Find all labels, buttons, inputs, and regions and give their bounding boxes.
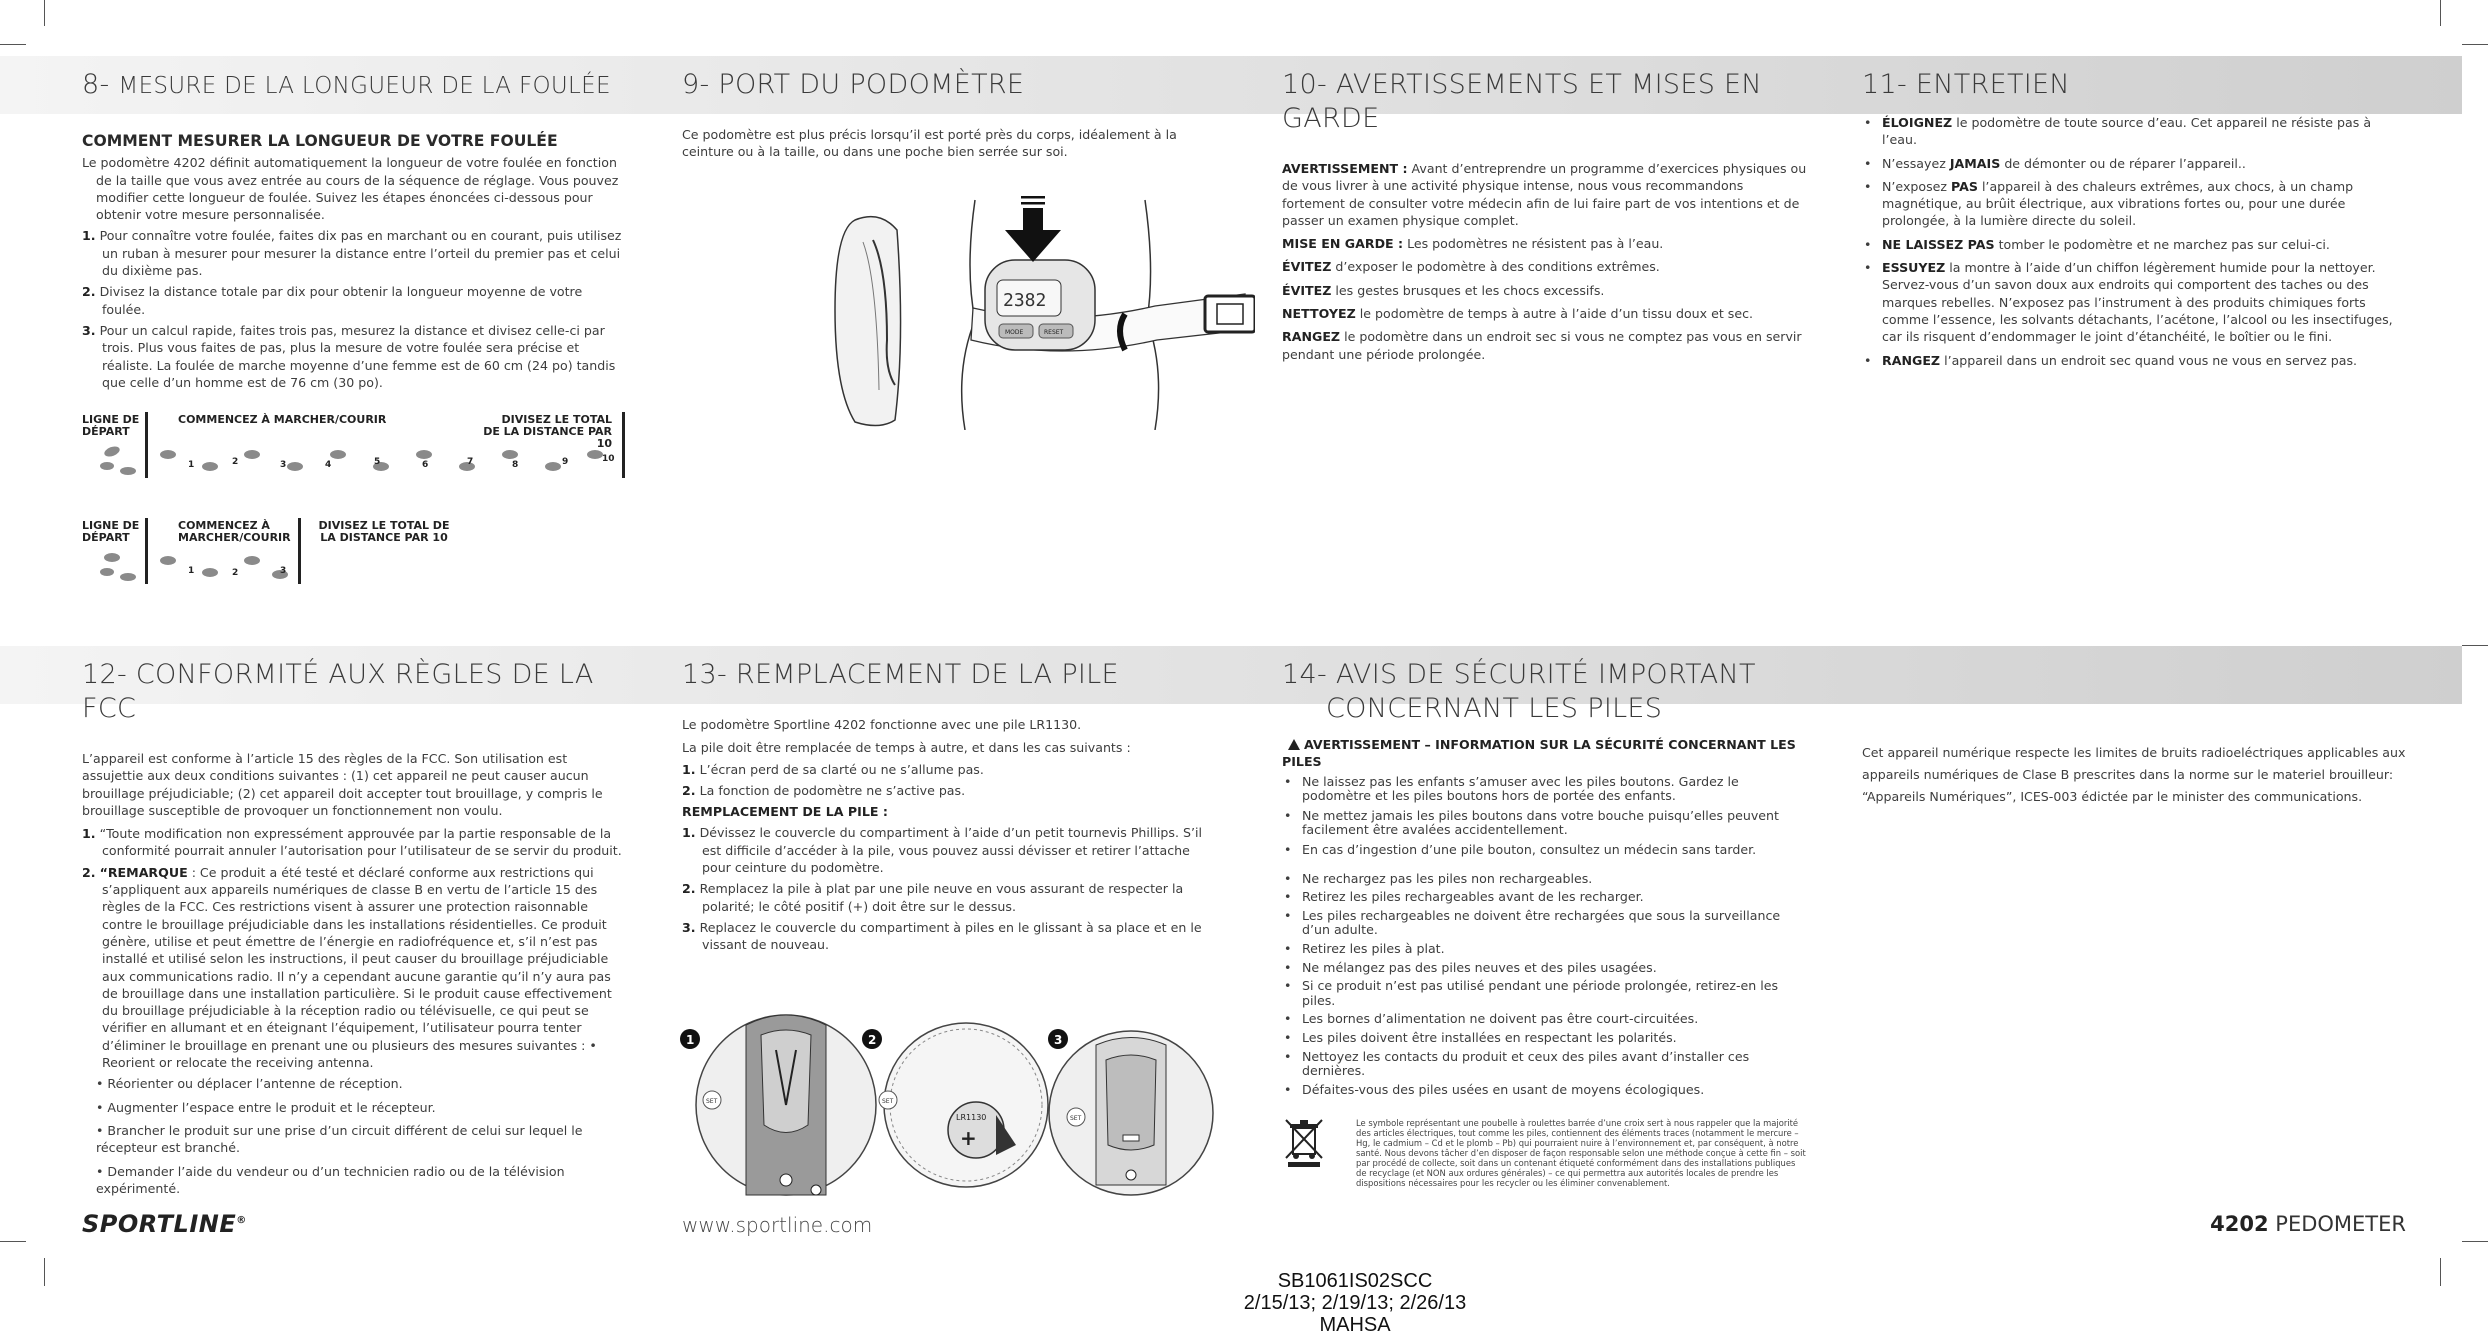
footprint — [202, 462, 218, 471]
footprint — [100, 462, 114, 470]
model-title — [2210, 1212, 2406, 1236]
step-count: 7 — [467, 457, 474, 467]
step-count: 5 — [374, 457, 381, 467]
care-key: JAMAIS — [1949, 155, 2001, 171]
section-9-title: 9- PORT DU PODOMÈTRE — [682, 69, 1025, 100]
step-count: 3 — [280, 566, 287, 576]
battery-type: Le podomètre Sportline 4202 fonctionne avec une pile LR1130. — [682, 717, 1082, 732]
fcc-measure: • Demander l’aide du vendeur ou d’un technicien radio ou de la télévision expérimenté. — [96, 1163, 565, 1196]
safety-item: • Retirez les piles rechargeables avant de les recharger. — [1282, 890, 1807, 905]
plus-sign: + — [960, 1126, 977, 1150]
warning-key: AVERTISSEMENT : — [1282, 161, 1408, 176]
care-key: PAS — [1951, 178, 1978, 194]
warning-key: MISE EN GARDE : — [1282, 236, 1404, 252]
figure-number: 3 — [1054, 1033, 1063, 1047]
model-number: 4202 — [2210, 1212, 2269, 1236]
begin-walk-label: COMMENCEZ À MARCHER/COURIR — [178, 413, 387, 426]
fcc-point-number: 1. — [82, 826, 96, 842]
warning-key: ÉVITEZ — [1282, 259, 1332, 275]
crop-mark — [2462, 645, 2488, 646]
section-8-subheading: COMMENT MESURER LA LONGUEUR DE VOTRE FOULÉE — [82, 132, 558, 150]
figure-number: 1 — [686, 1033, 695, 1047]
begin-walk-label: COMMENCEZ À MARCHER/COURIR — [178, 519, 291, 544]
start-line — [145, 412, 148, 478]
step-number: 3. — [82, 322, 96, 338]
battery-replace-subheading — [682, 803, 1222, 820]
safety-item: • Les bornes d’alimentation ne doivent pas être court-circuitées. — [1282, 1012, 1807, 1027]
section-8-title-num: 8- — [82, 69, 110, 100]
footprint — [587, 450, 603, 459]
safety-item: • Ne mélangez pas des piles neuves et des piles usagées. — [1282, 961, 1807, 976]
print-code-line3: MAHSA — [1319, 1314, 1391, 1336]
warning-key: RANGEZ — [1282, 329, 1341, 345]
set-button-label: SET — [706, 1098, 718, 1105]
step-count: 1 — [188, 566, 195, 576]
set-button-label: SET — [882, 1098, 894, 1105]
stride-diagram-3 — [82, 518, 627, 590]
crop-mark — [0, 1241, 26, 1242]
mode-button-label: MODE — [1005, 329, 1024, 336]
stride-diagram-10 — [82, 412, 627, 484]
step-number: 1. — [82, 228, 96, 244]
footprint — [104, 553, 120, 562]
crop-mark — [2440, 0, 2441, 26]
section-13 — [682, 658, 1222, 958]
print-code — [1105, 1270, 1605, 1336]
step-count: 2 — [232, 568, 239, 578]
print-code-line1: SB1061IS02SCC — [1277, 1270, 1433, 1292]
subheading-text: REMPLACEMENT DE LA PILE : — [682, 804, 888, 820]
warning-text: le podomètre de temps à autre à l’aide d’un tissu doux et sec. — [1359, 306, 1754, 322]
battery-case — [682, 761, 1222, 778]
warning-triangle-icon — [1288, 739, 1300, 750]
end-line — [622, 412, 625, 478]
warning-item — [1282, 328, 1807, 363]
step-count: 3 — [280, 460, 287, 470]
warning-item — [1282, 305, 1807, 322]
crop-mark — [2440, 1258, 2441, 1286]
safety-item: • Nettoyez les contacts du produit et ceux des piles avant d’installer ces dernières. — [1282, 1050, 1807, 1079]
footprint — [244, 556, 260, 565]
safety-item: • Les piles rechargeables ne doivent être rechargées que sous la surveillance d’un adulte. — [1282, 909, 1807, 938]
care-text: tomber le podomètre et ne marchez pas sur celui-ci. — [1998, 236, 2330, 252]
battery-step — [682, 919, 1222, 954]
section-14 — [1282, 658, 1807, 1101]
footprint — [103, 445, 121, 459]
crop-mark — [0, 44, 26, 45]
model-text: PEDOMETER — [2275, 1212, 2406, 1236]
section-14-title — [1282, 658, 1807, 726]
step-count: 1 — [188, 460, 195, 470]
section-8 — [82, 68, 627, 395]
crop-mark — [2462, 44, 2488, 45]
safety-item: • Ne rechargez pas les piles non rechargeables. — [1282, 872, 1807, 887]
step-number: 2. — [682, 881, 696, 897]
fcc-measure: • Brancher le produit sur une prise d’un circuit différent de celui sur lequel le récepteur est branché. — [96, 1122, 583, 1156]
section-8-step — [82, 322, 627, 391]
footprint — [120, 573, 136, 581]
warning-key: ÉVITEZ — [1282, 282, 1332, 298]
battery-replace-when: La pile doit être remplacée de temps à autre, et dans les cas suivants : — [682, 740, 1131, 756]
website-url: www.sportline.com — [682, 1213, 873, 1237]
battery-warning-heading — [1282, 736, 1807, 771]
registered-mark: ® — [236, 1215, 247, 1226]
safety-item: • Les piles doivent être installées en respectant les polarités. — [1282, 1031, 1807, 1046]
section-8-step — [82, 283, 627, 318]
fcc-measure: • Augmenter l’espace entre le produit et le récepteur. — [96, 1099, 436, 1115]
start-line-label: LIGNE DE DÉPART — [82, 519, 140, 544]
pedometer-wearing-illustration — [825, 190, 1255, 430]
section-12 — [82, 658, 627, 1203]
step-text: Replacez le couvercle du compartiment à piles en le glissant à sa place et en le vissant de nouveau. — [699, 919, 1202, 953]
footprint — [244, 450, 260, 459]
footprint — [100, 568, 114, 576]
figure-number: 2 — [868, 1033, 877, 1047]
crop-mark — [44, 0, 45, 26]
divide-label: DIVISEZ LE TOTAL DE LA DISTANCE PAR 10 — [318, 519, 450, 544]
footprint — [160, 450, 176, 459]
case-text: L’écran perd de sa clarté ou ne s’allume pas. — [699, 761, 984, 777]
safety-item: • Retirez les piles à plat. — [1282, 942, 1807, 957]
step-count: 10 — [602, 454, 615, 464]
warning-item — [1282, 160, 1807, 229]
section-13-title: 13- REMPLACEMENT DE LA PILE — [682, 659, 1119, 690]
care-key: ÉLOIGNEZ — [1882, 115, 1953, 130]
care-text: l’appareil à des chaleurs extrêmes, aux chocs, à un champ magnétique, au brûit électrique, aux vibrations fortes ou, pour une durée prolongée, à la lumière directe du soleil. — [1882, 178, 2354, 229]
footprint — [416, 450, 432, 459]
care-text: l’appareil dans un endroit sec quand vous ne vous en servez pas. — [1944, 352, 2358, 368]
step-text: Pour connaître votre foulée, faites dix pas en marchant ou en courant, puis utilisez un ruban à mesurer pour mesurer la distance entre l’orteil du premier pas et celui du dixième pas. — [99, 228, 622, 279]
safety-item: • Ne mettez jamais les piles boutons dans votre bouche puisqu’elles peuvent facilement être avalées accidentellement. — [1282, 809, 1807, 838]
care-item — [1862, 155, 2407, 172]
crop-mark — [2462, 1241, 2488, 1242]
care-item — [1862, 259, 2407, 345]
step-count: 2 — [232, 457, 239, 467]
case-number: 1. — [682, 761, 696, 777]
fcc-measure: • Réorienter ou déplacer l’antenne de réception. — [96, 1076, 403, 1092]
fcc-point — [82, 825, 627, 860]
case-number: 2. — [682, 782, 696, 798]
reset-button-label: RESET — [1044, 329, 1064, 336]
section-12-title: 12- CONFORMITÉ AUX RÈGLES DE LA FCC — [82, 659, 594, 724]
section-10 — [1282, 68, 1807, 369]
fcc-point-text: “Toute modification non expressément approuvée par la partie responsable de la conformité pourrait annuler l’autorisation pour l’utilisateur de se servir du produit. — [99, 826, 622, 859]
warning-text: d’exposer le podomètre à des conditions extrêmes. — [1335, 259, 1660, 275]
care-text: le podomètre de toute source d’eau. Cet appareil ne résiste pas à l’eau. — [1882, 115, 2372, 148]
footprint — [160, 556, 176, 565]
section-9 — [682, 68, 1222, 165]
section-8-title-text: MESURE DE LA LONGUEUR DE LA FOULÉE — [118, 73, 611, 99]
care-item — [1862, 178, 2407, 230]
battery-replacement-figures — [676, 1005, 1221, 1210]
step-text: Dévissez le couvercle du compartiment à l’aide d’un petit tournevis Phillips. S’il est difficile d’accéder à la pile, vous pouvez aussi dévisser et retirer l’attache pour ceinture du podomètre. — [699, 825, 1202, 876]
warning-item — [1282, 258, 1807, 275]
step-text: Divisez la distance totale par dix pour obtenir la longueur moyenne de votre foulée. — [99, 284, 583, 317]
crop-mark — [44, 1258, 45, 1286]
fcc-point — [82, 864, 627, 1072]
crossed-bin-icon — [1284, 1118, 1324, 1168]
set-button-label: SET — [1070, 1115, 1082, 1122]
case-text: La fonction de podomètre ne s’active pas. — [699, 782, 966, 798]
warning-text: les gestes brusques et les chocs excessifs. — [1335, 282, 1605, 298]
warning-text: le podomètre dans un endroit sec si vous ne comptez pas vous en servir pendant une période prolongée. — [1282, 329, 1802, 362]
step-number: 1. — [682, 825, 696, 841]
footprint — [287, 462, 303, 471]
fcc-intro: L’appareil est conforme à l’article 15 des règles de la FCC. Son utilisation est assujettie aux deux conditions suivantes : (1) cet appareil ne peut causer aucun brouillage préjudiciable; (2) cet appareil doit accepter tout brouillage, y compris le brouillage susceptible de provoquer un fonctionnement non voulu. — [82, 751, 603, 818]
section-14-title-line2: CONCERNANT LES PILES — [1326, 693, 1663, 724]
section-8-intro: Le podomètre 4202 définit automatiquement la longueur de votre foulée en fonction de la taille que vous avez entrée au cours de la séquence de réglage. Vous pouvez modifier cette longueur de foulée. Suivez les étapes énoncées ci-dessous pour obtenir votre mesure personnalisée. — [82, 155, 619, 223]
section-14-title-line1: 14- AVIS DE SÉCURITÉ IMPORTANT — [1282, 659, 1756, 690]
footprint — [120, 467, 136, 475]
logo-text: SPORTLINE — [82, 1210, 237, 1238]
care-text: de démonter ou de réparer l’appareil.. — [2004, 155, 2246, 171]
pedometer-display: 2382 — [1003, 290, 1047, 311]
fcc-point-number: 2. — [82, 864, 96, 880]
safety-item: • En cas d’ingestion d’une pile bouton, consultez un médecin sans tarder. — [1282, 843, 1807, 858]
care-item — [1862, 236, 2407, 253]
warning-text: AVERTISSEMENT – INFORMATION SUR LA SÉCURITÉ CONCERNANT LES PILES — [1282, 737, 1796, 770]
sportline-logo — [82, 1210, 247, 1238]
warning-text: Avant d’entreprendre un programme d’exercices physiques ou de vous livrer à une activité physique intense, nous vous recommandons fortement de consulter votre médecin afin de lui faire part de vos intentions et de passer un examen physique complet. — [1282, 161, 1807, 228]
footprint — [545, 462, 561, 471]
step-count: 4 — [325, 460, 332, 470]
step-count: 9 — [562, 457, 569, 467]
care-text: la montre à l’aide d’un chiffon légèrement humide pour la nettoyer. Servez-vous d’un savon doux aux endroits qui comportent des taches ou des marques rebelles. N’exposez pas l’instrument à des produits chimiques forts comme l’essence, les solvants détachants, l’acétone, l’alcool ou les insectifuges, car ils risquent d’endommager le joint d’étanchéité, le boîtier ou le fini. — [1882, 260, 2393, 345]
print-code-line2: 2/15/13; 2/19/13; 2/26/13 — [1243, 1292, 1467, 1314]
warning-item — [1282, 235, 1807, 252]
section-8-title — [82, 68, 627, 103]
warning-key: NETTOYEZ — [1282, 306, 1356, 322]
care-item — [1862, 114, 2407, 149]
care-item — [1862, 352, 2407, 369]
battery-label: LR1130 — [956, 1113, 987, 1122]
step-count: 6 — [422, 460, 429, 470]
care-prefix: N’essayez — [1882, 155, 1950, 171]
start-line — [145, 518, 148, 584]
care-key: NE LAISSEZ PAS — [1882, 236, 1995, 252]
care-prefix: N’exposez — [1882, 178, 1952, 194]
fcc-point-text: : Ce produit a été testé et déclaré conforme aux restrictions qui s’appliquent aux appareils numériques de classe B en vertu de l’article 15 des règles de la FCC. Ces restrictions visent à assurer une protection raisonnable contre le brouillage préjudiciable dans les installations résidentielles. Ce produit génère, utilise et peut émettre de l’énergie en radiofréquence et, s’il n’est pas installé et utilisé selon les instructions, il peut causer du brouillage préjudiciable aux communications radio. Il n’y a cependant aucune garantie qu’il n’y aura pas de brouillage dans une installation particulière. Si le produit cause effectivement du brouillage préjudiciable à la réception radio ou télévisuelle, ce qui peut se vérifier en allumant et en éteignant l’équipement, l’utilisateur pourra tenter d’éliminer le brouillage en prenant une ou plusieurs des mesures suivantes : • Reorient or relocate the receiving antenna. — [102, 864, 612, 1071]
care-key: RANGEZ — [1882, 352, 1941, 368]
safety-item: • Ne laissez pas les enfants s’amuser avec les piles boutons. Gardez le podomètre et les piles boutons hors de portée des enfants. — [1282, 775, 1807, 804]
section-8-step — [82, 227, 627, 279]
section-15 — [1862, 742, 2422, 812]
safety-item: • Défaites-vous des piles usées en usant de moyens écologiques. — [1282, 1083, 1807, 1098]
step-text: Remplacez la pile à plat par une pile neuve en vous assurant de respecter la polarité; le côté positif (+) doit être sur le dessus. — [699, 881, 1184, 914]
footprint — [330, 450, 346, 459]
section-10-title: 10- AVERTISSEMENTS ET MISES EN GARDE — [1282, 69, 1762, 134]
battery-step — [682, 824, 1222, 876]
divide-label: DIVISEZ LE TOTAL DE LA DISTANCE PAR 10 — [483, 413, 612, 450]
step-number: 2. — [82, 284, 96, 300]
battery-case — [682, 782, 1222, 799]
care-key: ESSUYEZ — [1882, 260, 1946, 276]
recycle-note: Le symbole représentant une poubelle à roulettes barrée d’une croix sert à nous rappeler que la majorité des articles électriques, tout comme les piles, contiennent des éléments traces (notamment le mercure – Hg, le cadmium – Cd et le plomb – Pb) qui pourraient nuire à l’environnement et, par conséquent, à notre santé. Nous devons tâcher d’en disposer de façon responsable selon une méthode conçue à cette fin – soit par procédé de collecte, soit dans un contenant étiqueté conformément dans des installations publiques de recyclage (et NON aux ordures générales) – ce qui permettra aux autorités locales de prendre les dispositions nécessaires pour les recycler ou les éliminer convenablement. — [1356, 1118, 1806, 1188]
step-count: 8 — [512, 460, 519, 470]
end-line — [298, 518, 301, 584]
safety-item: • Si ce produit n’est pas utilisé pendant une période prolongée, retirez-en les piles. — [1282, 979, 1807, 1008]
warning-item — [1282, 282, 1807, 299]
start-line-label: LIGNE DE DÉPART — [82, 413, 140, 438]
footprint — [502, 450, 518, 459]
fcc-remark-key: “REMARQUE — [99, 864, 188, 880]
section-11 — [1862, 68, 2407, 375]
battery-step — [682, 880, 1222, 915]
footprint — [202, 568, 218, 577]
warning-text: Les podomètres ne résistent pas à l’eau. — [1407, 236, 1664, 252]
section-9-text: Ce podomètre est plus précis lorsqu’il est porté près du corps, idéalement à la ceinture ou à la taille, ou dans une poche bien serrée sur soi. — [682, 127, 1177, 160]
step-text: Pour un calcul rapide, faites trois pas, mesurez la distance et divisez celle-ci par trois. Plus vous faites de pas, plus la mesure de votre foulée sera précise et réaliste. La foulée de marche moyenne d’une femme est de 60 cm (24 po) tandis que celle d’un homme est de 76 cm (30 po). — [99, 322, 616, 390]
section-11-title: 11- ENTRETIEN — [1862, 69, 2070, 100]
step-number: 3. — [682, 919, 696, 935]
ices-compliance-text: Cet appareil numérique respecte les limites de bruits radioeléctriques applicables aux appareils numériques de Clase B prescrites dans la norme sur le materiel brouilleur: “Appareils Numériques”, ICES-003 édictée par le minister des communications. — [1862, 745, 2406, 804]
